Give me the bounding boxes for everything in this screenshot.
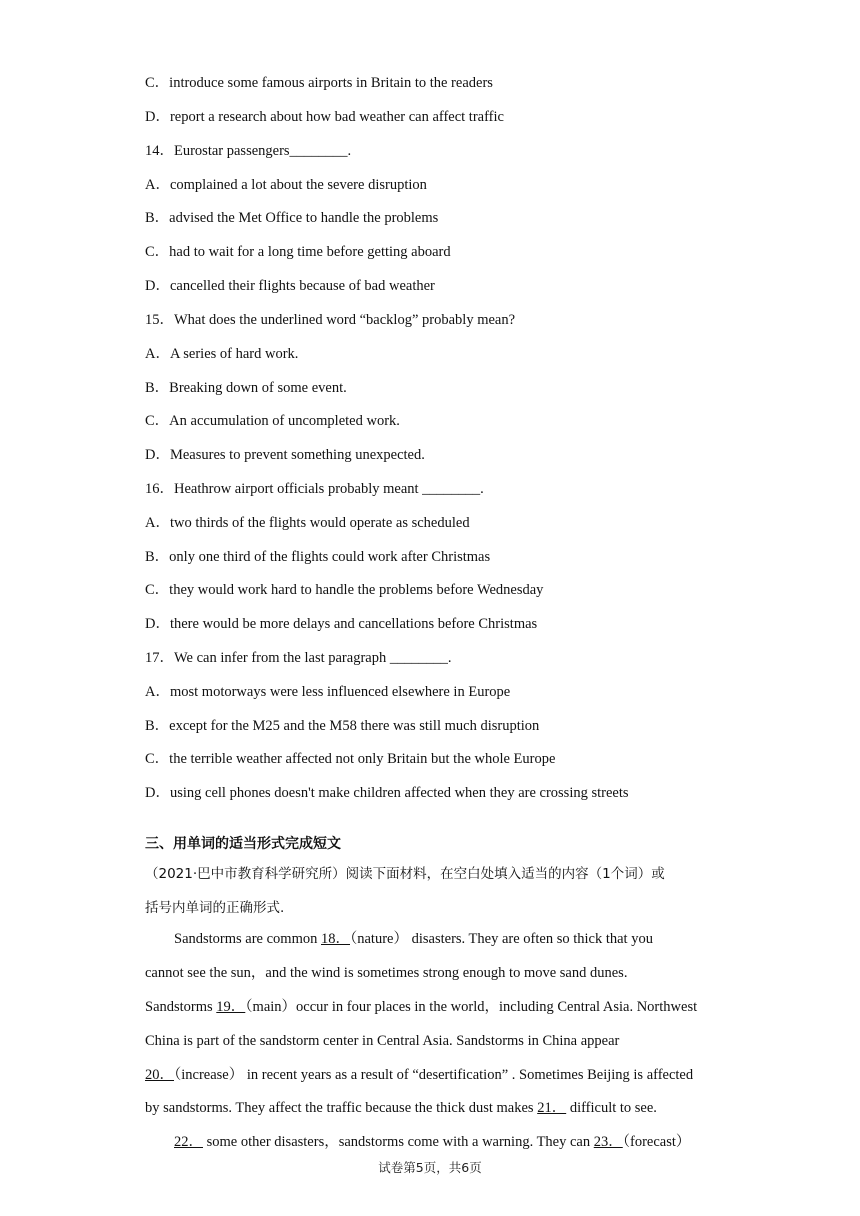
q15-option-a: A．A series of hard work. <box>145 346 299 362</box>
passage-text: difficult to see. <box>566 1100 657 1116</box>
q16-option-d: D．there would be more delays and cancellations before Christmas <box>145 616 538 632</box>
passage-line-1 <box>174 929 754 949</box>
passage-text: （increase） in recent years as a result of “desertification” . Sometimes Beijing is affected <box>174 1067 694 1083</box>
passage-line-6 <box>145 1098 725 1118</box>
blank-18[interactable]: 18． <box>321 931 350 947</box>
passage-text: by sandstorms. They affect the traffic because the thick dust makes <box>145 1100 538 1116</box>
section-instruction-2: 括号内单词的正确形式. <box>145 900 285 916</box>
section-heading: 三、用单词的适当形式完成短文 <box>145 836 341 852</box>
passage-line-7 <box>174 1132 754 1152</box>
passage-text: Sandstorms <box>145 999 217 1015</box>
q14-option-b: B．advised the Met Office to handle the problems <box>145 210 439 226</box>
section-instruction-1: （2021·巴中市教育科学研究所）阅读下面材料，在空白处填入适当的内容（1个词）或 <box>145 866 665 882</box>
passage-text: （forecast） <box>622 1134 691 1150</box>
blank-22[interactable]: 22． <box>174 1134 203 1150</box>
passage-text: some other disasters，sandstorms come with a warning. They can <box>203 1134 594 1150</box>
q17-option-b: B．except for the M25 and the M58 there was still much disruption <box>145 718 540 734</box>
q16-option-a: A．two thirds of the flights would operate as scheduled <box>145 515 470 531</box>
q15-option-b: B．Breaking down of some event. <box>145 380 347 396</box>
q14-option-c: C．had to wait for a long time before getting aboard <box>145 244 451 260</box>
q14-option-d: D．cancelled their flights because of bad weather <box>145 278 435 294</box>
q14-option-a: A．complained a lot about the severe disruption <box>145 177 427 193</box>
q16-stem: 16．Heathrow airport officials probably meant ________. <box>145 481 484 497</box>
passage-line-4: China is part of the sandstorm center in Central Asia. Sandstorms in China appear <box>145 1033 620 1049</box>
q17-option-a: A．most motorways were less influenced elsewhere in Europe <box>145 684 511 700</box>
passage-line-5 <box>145 1065 725 1085</box>
q16-option-b: B．only one third of the flights could work after Christmas <box>145 549 491 565</box>
q17-option-c: C．the terrible weather affected not only Britain but the whole Europe <box>145 751 556 767</box>
q13-option-c: C．introduce some famous airports in Britain to the readers <box>145 75 493 91</box>
passage-line-3 <box>145 997 725 1017</box>
passage-line-2: cannot see the sun，and the wind is sometimes strong enough to move sand dunes. <box>145 965 628 981</box>
q15-stem: 15．What does the underlined word “backlog” probably mean? <box>145 312 516 328</box>
q17-option-d: D．using cell phones doesn't make children affected when they are crossing streets <box>145 785 629 801</box>
q17-stem: 17．We can infer from the last paragraph ________. <box>145 650 452 666</box>
blank-20[interactable]: 20． <box>145 1067 174 1083</box>
q16-option-c: C．they would work hard to handle the problems before Wednesday <box>145 582 544 598</box>
q14-stem: 14．Eurostar passengers________. <box>145 143 352 159</box>
page-footer: 试卷第5页，共6页 <box>378 1160 482 1175</box>
passage-text: Sandstorms are common <box>174 931 321 947</box>
blank-19[interactable]: 19． <box>216 999 246 1015</box>
passage-text: （nature） disasters. They are often so thick that you <box>350 931 653 947</box>
blank-21[interactable]: 21． <box>537 1100 567 1116</box>
q15-option-d: D．Measures to prevent something unexpected. <box>145 447 425 463</box>
blank-23[interactable]: 23． <box>593 1134 623 1150</box>
passage-text: （main）occur in four places in the world，including Central Asia. Northwest <box>245 999 698 1015</box>
q15-option-c: C．An accumulation of uncompleted work. <box>145 413 400 429</box>
q13-option-d: D．report a research about how bad weather can affect traffic <box>145 109 504 125</box>
